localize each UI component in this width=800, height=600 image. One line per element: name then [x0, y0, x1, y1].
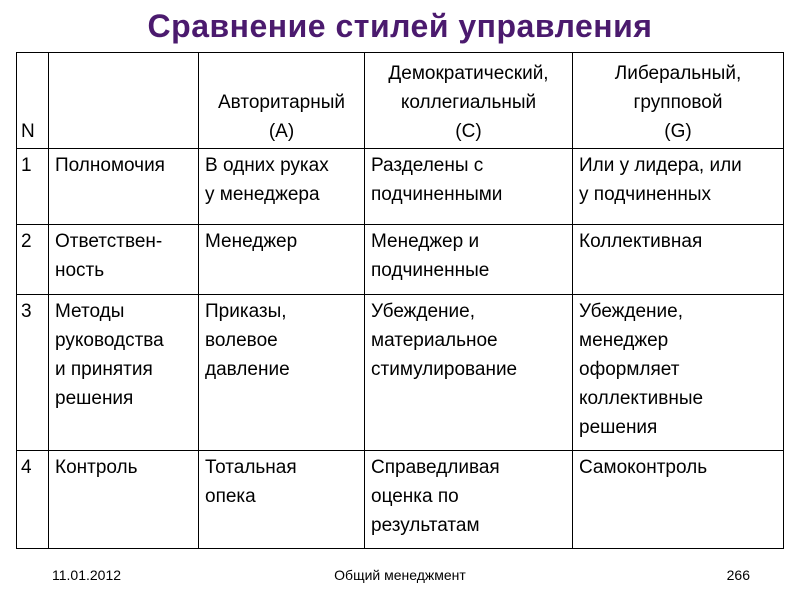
cell-liberal: Самоконтроль: [573, 451, 784, 549]
cell-authoritarian: Приказы, волевое давление: [199, 295, 365, 451]
comparison-table: [16, 52, 784, 549]
row-criterion: Методы руководства и принятия решения: [49, 295, 199, 451]
cell-democratic: Справедливая оценка по результатам: [365, 451, 573, 549]
header-authoritarian: Авторитарный (А): [199, 53, 365, 149]
header-criterion: [49, 53, 199, 149]
cell-authoritarian: Менеджер: [199, 225, 365, 295]
table-row: [17, 451, 784, 549]
cell-liberal: Убеждение, менеджер оформляет коллективные решения: [573, 295, 784, 451]
row-num: 1: [17, 149, 49, 225]
cell-liberal: Или у лидера, или у подчиненных: [573, 149, 784, 225]
cell-democratic: Разделены с подчиненными: [365, 149, 573, 225]
cell-democratic: Менеджер и подчиненные: [365, 225, 573, 295]
cell-authoritarian: Тотальная опека: [199, 451, 365, 549]
cell-liberal: Коллективная: [573, 225, 784, 295]
slide-title: Сравнение стилей управления: [147, 8, 653, 44]
row-criterion: Ответствен- ность: [49, 225, 199, 295]
row-criterion: Контроль: [49, 451, 199, 549]
row-criterion: Полномочия: [49, 149, 199, 225]
table-row: [17, 295, 784, 451]
footer-date: 11.01.2012: [52, 567, 122, 583]
header-democratic: Демократический, коллегиальный (С): [365, 53, 573, 149]
table-row: [17, 225, 784, 295]
cell-authoritarian: В одних руках у менеджера: [199, 149, 365, 225]
cell-democratic: Убеждение, материальное стимулирование: [365, 295, 573, 451]
table-header-row: [17, 53, 784, 149]
table-row: [17, 149, 784, 225]
header-liberal: Либеральный, групповой (G): [573, 53, 784, 149]
row-num: 2: [17, 225, 49, 295]
row-num: 3: [17, 295, 49, 451]
row-num: 4: [17, 451, 49, 549]
footer-subject: Общий менеджмент: [334, 567, 466, 583]
footer-page-number: 266: [726, 567, 750, 583]
header-num: N: [17, 53, 49, 149]
